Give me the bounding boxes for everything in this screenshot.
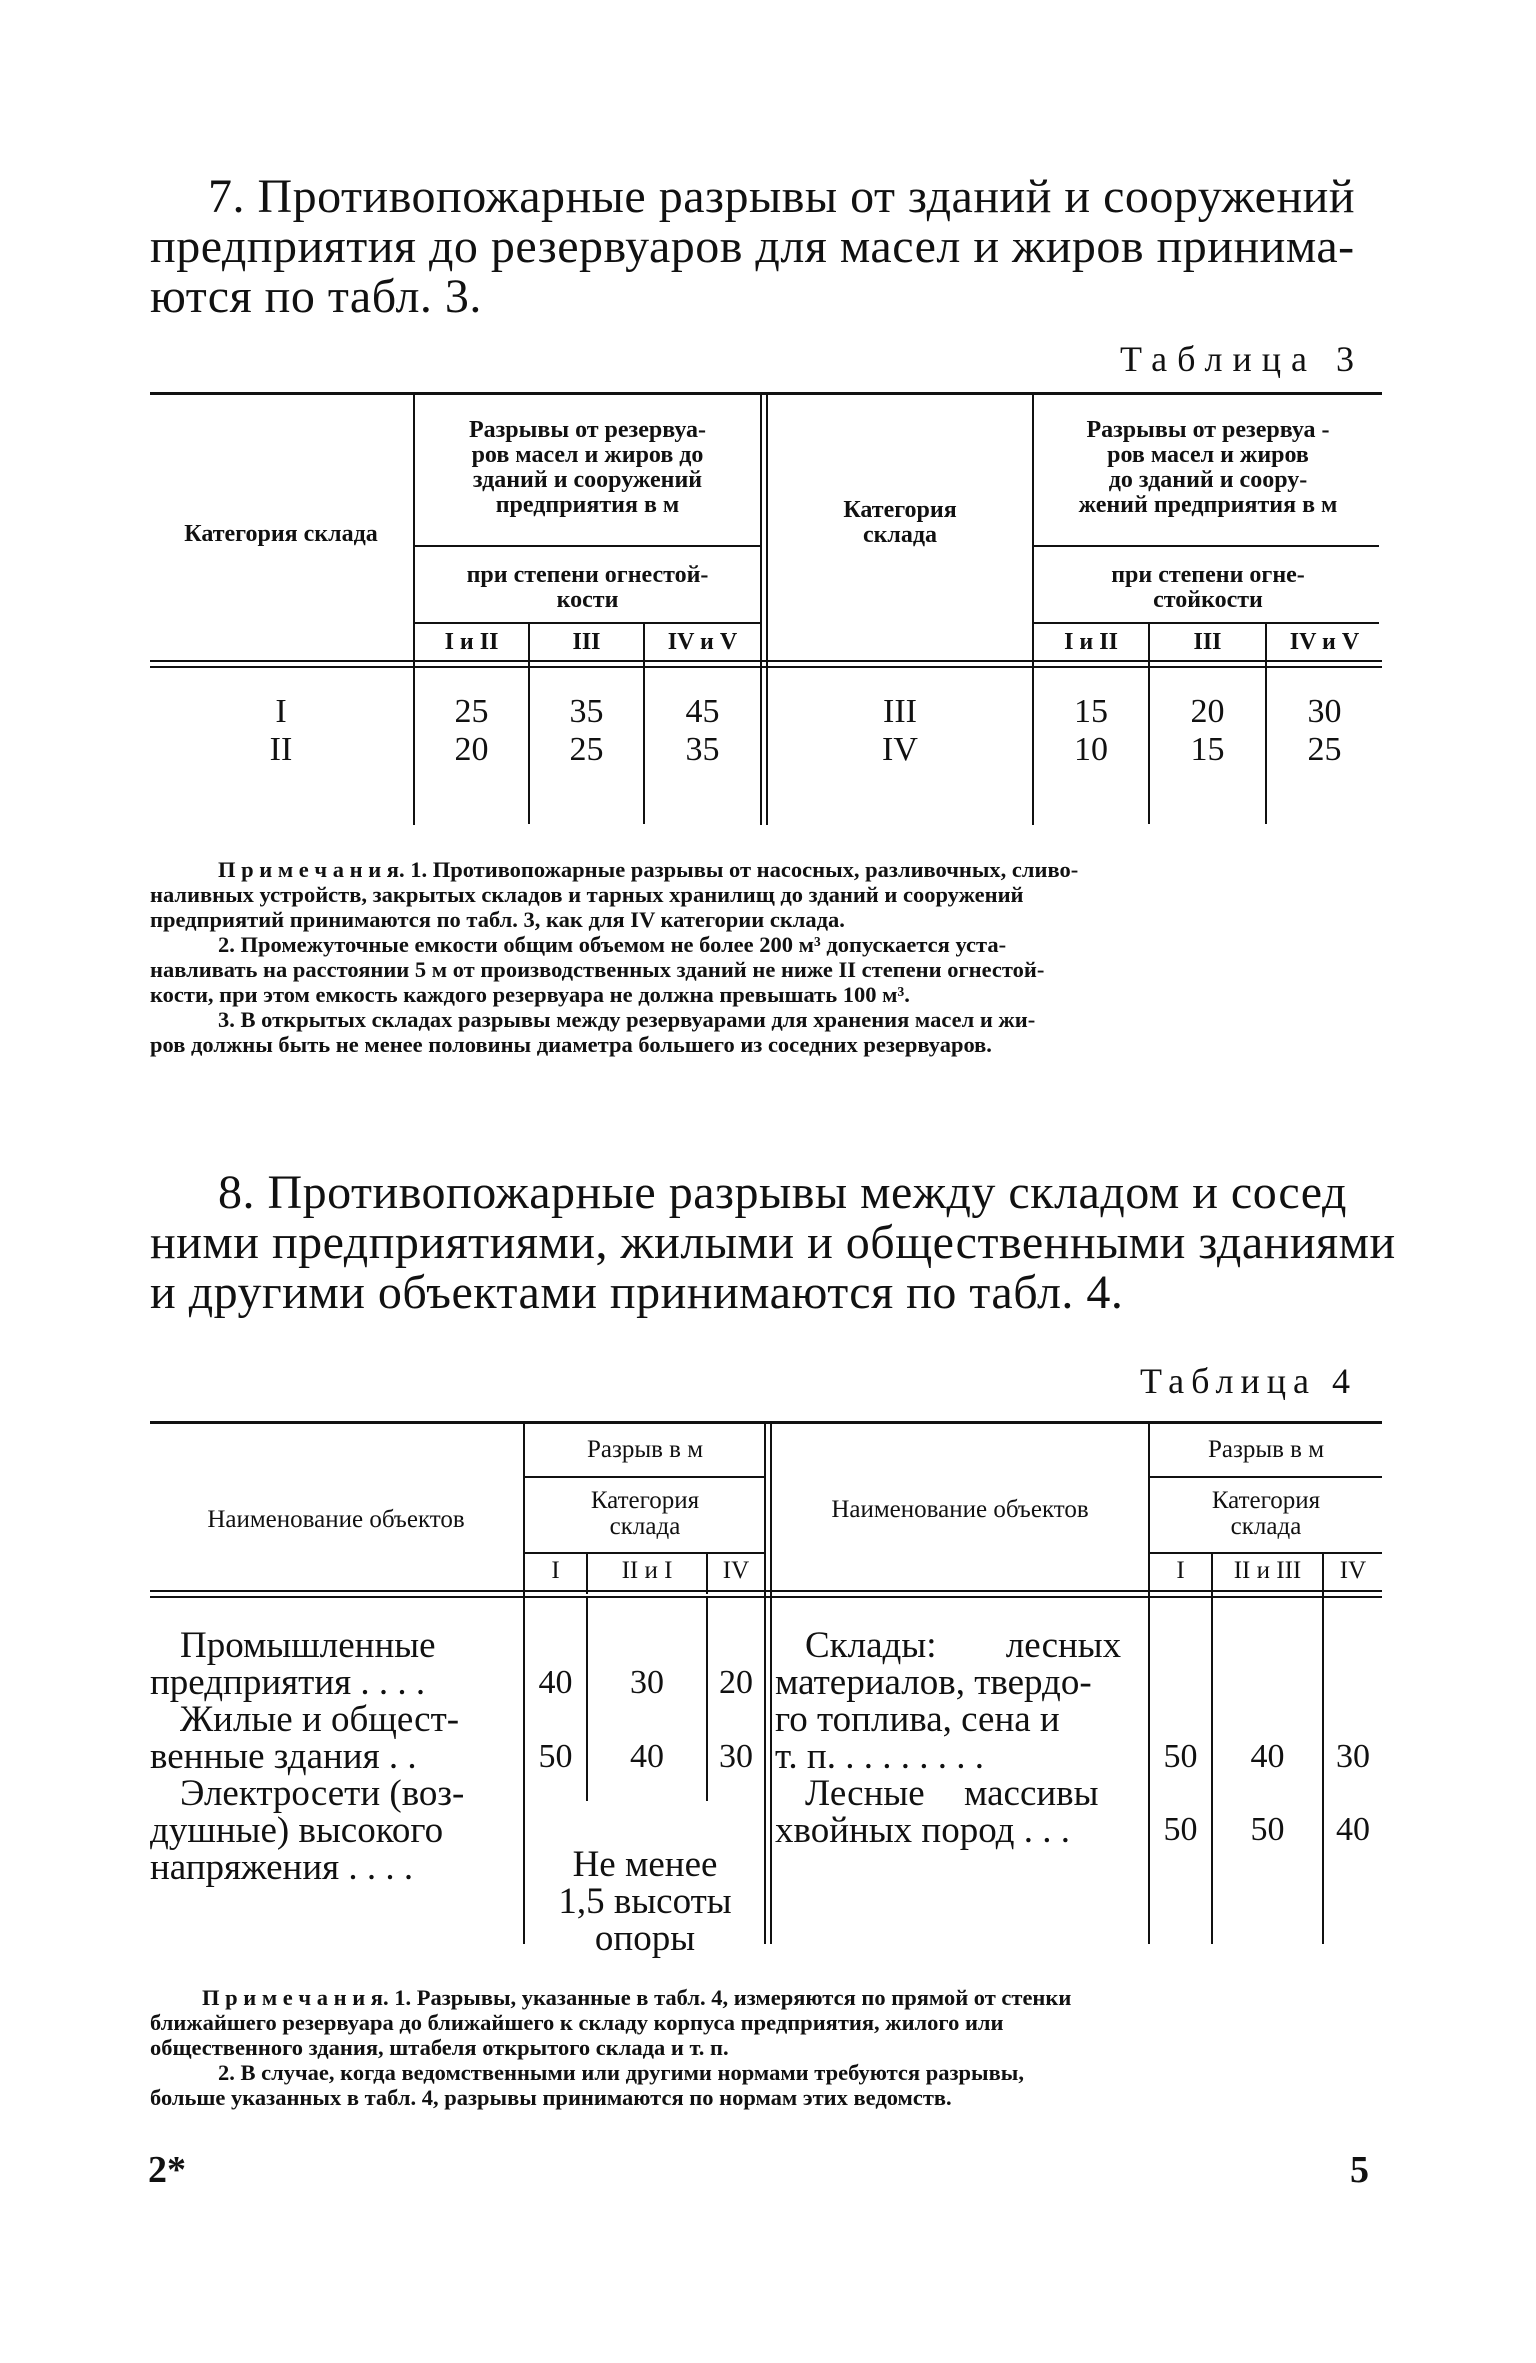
table3-col-header: IV и V: [1289, 629, 1360, 655]
table4-left-subrule: [525, 1476, 765, 1478]
table3-cell: 35: [569, 693, 604, 730]
table4-cell: 40: [1250, 1738, 1285, 1775]
table4-cell: 20: [719, 1664, 753, 1701]
table4-cat-header-right: Категория склада: [1211, 1487, 1321, 1540]
note-line: 2. Промежуточные емкости общим объемом не более 200 м³ допускается уста-: [218, 932, 1007, 957]
table3-cell: 35: [685, 731, 720, 768]
table3-distances-header: Разрывы от резервуа- ров масел и жиров до зданий и сооружений предприятия в м: [468, 417, 707, 518]
table4-col-header: I: [551, 1557, 560, 1584]
table3-col-header: III: [572, 629, 601, 655]
table4-cell: 50: [538, 1738, 573, 1775]
table4-col-header: I: [1176, 1557, 1185, 1584]
note-line: предприятий принимаются по табл. 3, как для IV категории склада.: [150, 907, 845, 932]
table4-cell: 30: [1336, 1738, 1370, 1775]
table3-cell: 15: [1074, 693, 1108, 730]
table4-cell: 50: [1250, 1811, 1285, 1848]
page-number: 5: [1350, 2149, 1369, 2191]
table3-cell: 25: [454, 693, 489, 730]
table4-cell: 40: [1336, 1811, 1370, 1848]
note-line: ближайшего резервуара до ближайшего к складу корпуса предприятия, жилого или: [150, 2010, 1004, 2035]
table4-header-rule-2: [150, 1596, 1382, 1598]
table4-cell: 30: [719, 1738, 753, 1775]
table3-col-header: I и II: [1064, 629, 1118, 655]
table4-caption: Таблица 4: [1140, 1361, 1357, 1401]
note-line: П р и м е ч а н и я. 1. Разрывы, указанные в табл. 4, измеряются по прямой от стенки: [202, 1985, 1072, 2010]
paragraph-line: 7. Противопожарные разрывы от зданий и сооружений: [208, 170, 1356, 223]
table3-col-header: IV и V: [667, 629, 738, 655]
paragraph-line: предприятия до резервуаров для масел и жиров принима-: [150, 220, 1355, 273]
table4-cell: 40: [538, 1664, 573, 1701]
table3-col-header: I и II: [444, 629, 499, 655]
table4-cell: 40: [630, 1738, 664, 1775]
table4-row-name: Склады: лесных материалов, твердо- го топлива, сена и т. п. . . . . . . . . Лесные массивы хвойных пород . . .: [775, 1625, 1122, 1851]
paragraph-line: и другими объектами принимаются по табл. 4.: [150, 1266, 1124, 1319]
table4-col-header: IV: [1339, 1557, 1367, 1584]
table3-cell: IV: [882, 731, 918, 768]
paragraph-7: [150, 172, 1390, 322]
table4-right-subrule-2: [1150, 1552, 1382, 1554]
table3-fire-header-right: при степени огне- стойкости: [1111, 562, 1305, 613]
paragraph-line: 8. Противопожарные разрывы между складом и сосед: [218, 1166, 1347, 1219]
table4-cell: 50: [1163, 1738, 1198, 1775]
paragraph-8: [150, 1166, 1396, 1319]
table3-distances-header-right: Разрывы от резервуа - ров масел и жиров до зданий и соору- жений предприятия в м: [1078, 417, 1338, 518]
table4-notes: [150, 1985, 1375, 2110]
table3-cell: I: [275, 693, 287, 730]
table4-merged-cell: Не менее 1,5 высоты опоры: [558, 1844, 732, 1959]
table4-right-subrule: [1150, 1476, 1382, 1478]
table3-vline: [760, 395, 762, 825]
note-line: общественного здания, штабеля открытого склада и т. п.: [150, 2035, 729, 2060]
table3-notes: [150, 857, 1375, 1057]
note-line: 2. В случае, когда ведомственными или другими нормами требуются разрывы,: [218, 2060, 1024, 2085]
table3-left-subrule: [415, 545, 760, 547]
note-line: навливать на расстоянии 5 м от производственных зданий не ниже II степени огнестой-: [150, 957, 1045, 982]
table3-cell: 20: [1190, 693, 1225, 730]
table3-cell: 45: [685, 693, 720, 730]
note-line: наливных устройств, закрытых складов и тарных хранилищ до зданий и сооружений: [150, 882, 1024, 907]
table4-gap-header-right: Разрыв в м: [1207, 1436, 1325, 1463]
note-line: П р и м е ч а н и я. 1. Противопожарные разрывы от насосных, разливочных, сливо-: [218, 857, 1079, 882]
table3-cell: 25: [1307, 731, 1342, 768]
table3-fire-header: при степени огнестой- кости: [466, 562, 709, 613]
table3-cell: 30: [1307, 693, 1342, 730]
note-line: 3. В открытых складах разрывы между резервуарами для хранения масел и жи-: [218, 1007, 1036, 1032]
table3-cell: 15: [1190, 731, 1225, 768]
paragraph-line: ними предприятиями, жилыми и общественными зданиями: [150, 1216, 1396, 1269]
table4-gap-header: Разрыв в м: [586, 1436, 704, 1463]
table4-col-header: II и I: [621, 1557, 673, 1584]
table3-cell: 10: [1074, 731, 1108, 768]
signature-mark: 2*: [148, 2149, 186, 2191]
table3-cell: 20: [454, 731, 489, 768]
table4-row-name: Промышленные предприятия . . . . Жилые и общест- венные здания . . Электросети (воз- душные) высокого напряжения . . . .: [150, 1625, 465, 1888]
table4-name-header: Наименование объектов: [207, 1506, 465, 1533]
table3-caption: Таблица 3: [1120, 339, 1364, 379]
table3-col-header: III: [1193, 629, 1222, 655]
table4-header-rule: [150, 1590, 1382, 1592]
paragraph-line: ются по табл. 3.: [150, 270, 482, 323]
table4-col-header: IV: [722, 1557, 750, 1584]
note-line: больше указанных в табл. 4, разрывы принимаются по нормам этих ведомств.: [150, 2085, 952, 2110]
table3-cell: II: [269, 731, 293, 768]
table3-right-subrule-2: [1034, 622, 1379, 624]
table4-left-subrule-2: [525, 1552, 765, 1554]
table3-cell: 25: [569, 731, 604, 768]
table4-name-header-right: Наименование объектов: [831, 1496, 1089, 1523]
table4-col-header: II и III: [1233, 1557, 1302, 1584]
table3-cell: III: [883, 693, 917, 730]
table3-right-subrule: [1034, 545, 1379, 547]
table4-cell: 50: [1163, 1811, 1198, 1848]
note-line: кости, при этом емкость каждого резервуара не должна превышать 100 м³.: [150, 982, 910, 1007]
table3-left-subrule-2: [415, 622, 760, 624]
note-line: ров должны быть не менее половины диаметра большего из соседних резервуаров.: [150, 1032, 992, 1057]
table3-category-header-right: Категория склада: [843, 497, 957, 548]
table4-top-rule: [150, 1421, 1382, 1424]
table3-category-header: Категория склада: [184, 521, 378, 547]
table4-cat-header: Категория склада: [590, 1487, 700, 1540]
table4-cell: 30: [630, 1664, 664, 1701]
